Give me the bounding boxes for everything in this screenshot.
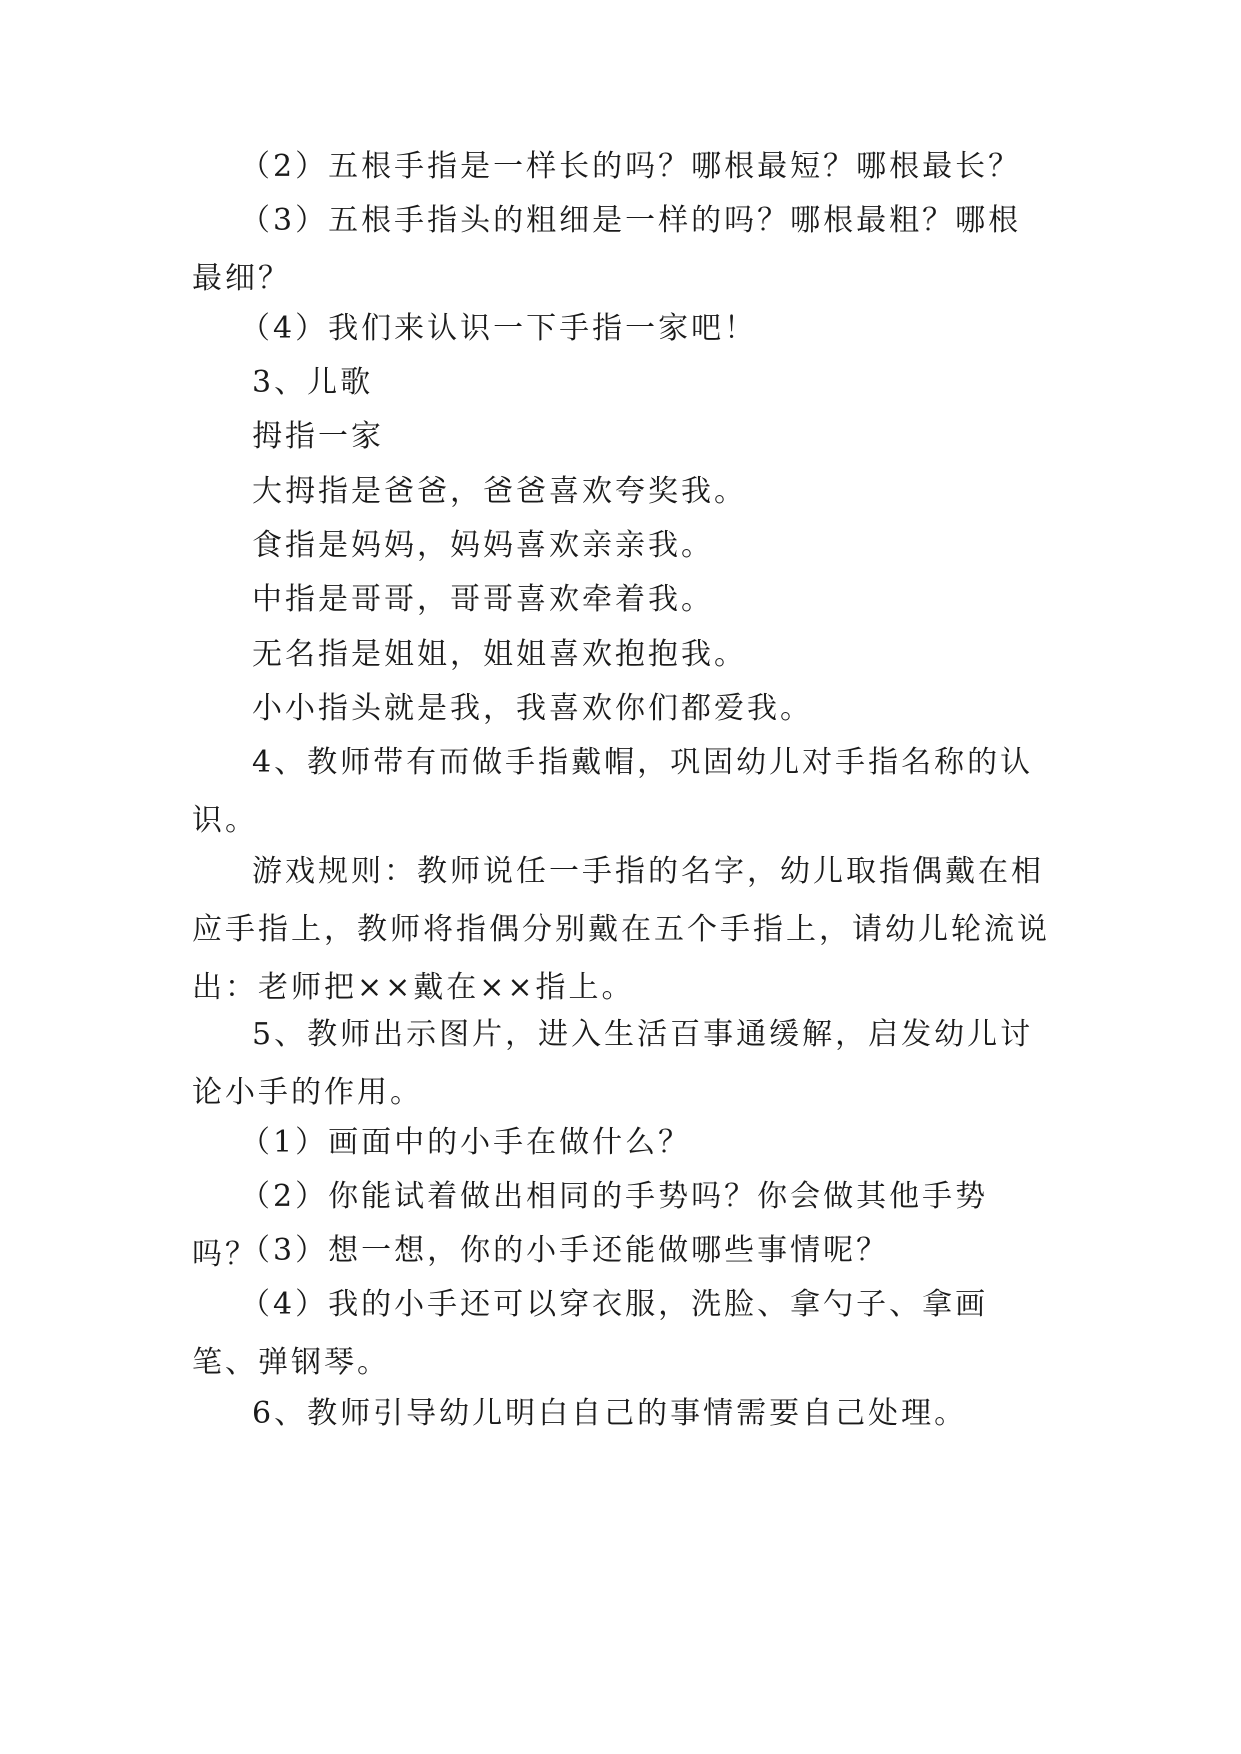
paragraph-question-4: （4）我们来认识一下手指一家吧！ xyxy=(240,311,758,346)
song-line-3: 中指是哥哥，哥哥喜欢牵着我。 xyxy=(252,582,714,617)
section-step-6: 6、教师引导幼儿明白自己的事情需要自己处理。 xyxy=(252,1396,968,1431)
paragraph-question-3: （3）五根手指头的粗细是一样的吗？哪根最粗？哪根最细？ xyxy=(192,203,1022,296)
paragraph-question-2: （2）五根手指是一样长的吗？哪根最短？哪根最长？ xyxy=(240,149,1022,184)
section-heading-3: 3、儿歌 xyxy=(252,365,374,400)
paragraph-sub-4: （4）我的小手还可以穿衣服，洗脸、拿勺子、拿画笔、弹钢琴。 xyxy=(192,1287,989,1380)
song-line-4: 无名指是姐姐，姐姐喜欢抱抱我。 xyxy=(252,637,747,672)
section-step-4: 4、教师带有而做手指戴帽，巩固幼儿对手指名称的认识。 xyxy=(192,745,1034,838)
song-line-5: 小小指头就是我，我喜欢你们都爱我。 xyxy=(252,691,813,726)
game-rules: 游戏规则：教师说任一手指的名字，幼儿取指偶戴在相应手指上，教师将指偶分别戴在五个手指上，请幼儿轮流说出：老师把××戴在××指上。 xyxy=(192,854,1050,1005)
section-step-5: 5、教师出示图片，进入生活百事通缓解，启发幼儿讨论小手的作用。 xyxy=(192,1017,1034,1110)
paragraph-sub-3: （3）想一想，你的小手还能做哪些事情呢？ xyxy=(240,1233,890,1268)
song-line-2: 食指是妈妈，妈妈喜欢亲亲我。 xyxy=(252,528,714,563)
paragraph-sub-2: （2）你能试着做出相同的手势吗？你会做其他手势吗？ xyxy=(192,1179,989,1272)
song-line-1: 大拇指是爸爸，爸爸喜欢夸奖我。 xyxy=(252,474,747,509)
song-title: 拇指一家 xyxy=(252,419,384,454)
paragraph-sub-1: （1）画面中的小手在做什么？ xyxy=(240,1125,692,1160)
